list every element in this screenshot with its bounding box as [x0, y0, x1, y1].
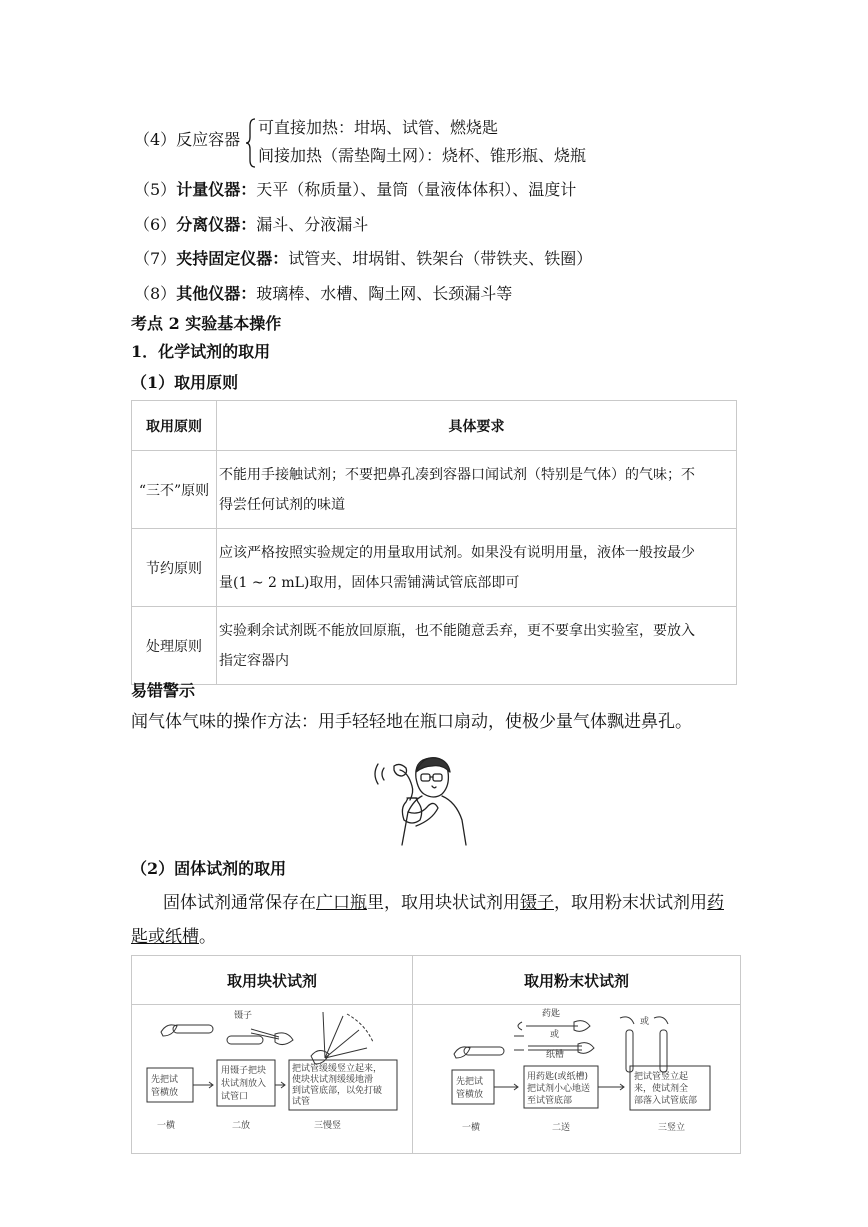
step-box-text: 使块状试剂缓缓地滑 [292, 1075, 374, 1085]
step-label: 一横 [157, 1121, 176, 1131]
item-term: 其他仪器： [176, 284, 257, 303]
wafting-gas-illustration [372, 750, 492, 850]
list-item [134, 283, 512, 305]
keyword-underlined: 镊子 [520, 893, 554, 913]
rule-detail [217, 451, 737, 529]
para-text: ，取用粉末状试剂用 [554, 893, 707, 913]
item-text: 试管夹、坩埚钳、铁架台（带铁夹、铁圈） [288, 249, 593, 268]
item-term: 计量仪器： [176, 180, 257, 199]
rules-table [131, 400, 737, 685]
step-box-text: 状试剂放入 [221, 1079, 267, 1089]
step-label: 一横 [462, 1123, 481, 1133]
step-box-text: 管横放 [151, 1088, 179, 1098]
step-box-text: 把试管缓缓竖立起来， [292, 1064, 383, 1074]
reagent-table [131, 955, 741, 1154]
tweezers-label: 镊子 [234, 1011, 253, 1021]
item-text: 玻璃棒、水槽、陶土网、长颈漏斗等 [256, 284, 513, 303]
table-row [132, 1005, 741, 1154]
subsection-title: （2）固体试剂的取用 [131, 859, 287, 878]
paper-trough-label: 纸槽 [546, 1050, 565, 1060]
keyword-underlined: 药 [707, 893, 724, 913]
table-row [132, 529, 737, 607]
or-label: 或 [640, 1017, 650, 1027]
step-label: 二送 [552, 1123, 571, 1133]
item-number: （7） [134, 249, 177, 268]
solid-reagent-paragraph [163, 892, 724, 914]
step-box-text: 用药匙(或纸槽) [527, 1072, 589, 1082]
para-text: 里，取用块状试剂用 [367, 893, 520, 913]
step-box-text: 部落入试管底部 [634, 1096, 698, 1106]
rule-detail [217, 607, 737, 685]
para-text: 固体试剂通常保存在 [163, 893, 316, 913]
para-text: 。 [199, 927, 216, 947]
lump-reagent-diagram [133, 1006, 411, 1148]
step-label: 三慢竖 [314, 1121, 342, 1131]
direct-heating-text: 可直接加热：坩埚、试管、燃烧匙 [258, 118, 499, 137]
step-box-text: 到试管底部，以免打破 [292, 1086, 383, 1096]
table-header-row [132, 956, 741, 1005]
powder-reagent-diagram [414, 1006, 739, 1148]
rule-line: 实验剩余试剂既不能放回原瓶，也不能随意丢弃，更不要拿出实验室，要放入 [219, 622, 695, 639]
rule-line: 指定容器内 [219, 652, 289, 669]
powder-reagent-diagram-cell [413, 1005, 741, 1154]
table-header: 取用块状试剂 [132, 956, 413, 1005]
warning-title: 易错警示 [131, 681, 196, 700]
step-box-text: 把试剂小心地送 [527, 1084, 591, 1094]
list-item [134, 214, 368, 236]
step-label: 三竖立 [658, 1123, 686, 1133]
item-number: （6） [134, 215, 177, 234]
step-box-text: 把试管竖立起 [634, 1072, 689, 1082]
step-box-text: 来，使试剂全 [634, 1084, 689, 1094]
step-box-text: 试管 [292, 1097, 311, 1107]
item-number: （8） [134, 284, 177, 303]
table-header: 取用原则 [132, 401, 217, 451]
rule-line: 得尝任何试剂的味道 [219, 496, 345, 513]
lump-reagent-diagram-cell [132, 1005, 413, 1154]
subsection-title: 1．化学试剂的取用 [131, 342, 271, 361]
spoon-label: 药匙 [542, 1009, 561, 1019]
rule-detail [217, 529, 737, 607]
step-box-text: 用镊子把块 [221, 1066, 267, 1076]
step-label: 二放 [232, 1121, 251, 1131]
rule-line: 应该严格按照实验规定的用量取用试剂。如果没有说明用量，液体一般按最少 [219, 544, 695, 561]
keyword-underlined: 广口瓶 [316, 893, 367, 913]
list-item [134, 248, 592, 270]
rule-name: 处理原则 [132, 607, 217, 685]
reaction-vessel-label: （4）反应容器 [134, 130, 241, 149]
table-row [132, 451, 737, 529]
item-term: 夹持固定仪器： [176, 249, 289, 268]
brace-icon [246, 118, 256, 168]
indirect-heating-text: 间接加热（需垫陶土网）：烧杯、锥形瓶、烧瓶 [258, 146, 587, 165]
step-box-text: 试管口 [221, 1092, 249, 1102]
step-box-text: 管横放 [456, 1090, 484, 1100]
item-text: 天平（称质量）、量筒（量液体体积）、温度计 [256, 180, 577, 199]
step-box-text: 至试管底部 [527, 1096, 573, 1106]
table-row [132, 607, 737, 685]
table-header: 取用粉末状试剂 [413, 956, 741, 1005]
table-header-row [132, 401, 737, 451]
rule-name: 节约原则 [132, 529, 217, 607]
item-term: 分离仪器： [176, 215, 257, 234]
or-label: 或 [550, 1030, 560, 1040]
section-title: 考点 2 实验基本操作 [131, 314, 282, 333]
subsection-title: （1）取用原则 [131, 373, 239, 392]
solid-reagent-paragraph-cont [131, 926, 216, 948]
list-item [134, 179, 576, 201]
step-box-text: 先把试 [151, 1075, 179, 1085]
step-box-text: 先把试 [456, 1077, 484, 1087]
rule-line: 量(1 ~ 2 mL)取用，固体只需铺满试管底部即可 [219, 574, 520, 591]
rule-name: “三不”原则 [132, 451, 217, 529]
rule-line: 不能用手接触试剂；不要把鼻孔凑到容器口闻试剂（特别是气体）的气味；不 [219, 466, 695, 483]
table-header: 具体要求 [217, 401, 737, 451]
warning-text: 闻气体气味的操作方法：用手轻轻地在瓶口扇动，使极少量气体飘进鼻孔。 [131, 712, 692, 732]
item-text: 漏斗、分液漏斗 [256, 215, 369, 234]
item-number: （5） [134, 180, 177, 199]
keyword-underlined: 匙或纸槽 [131, 927, 199, 947]
